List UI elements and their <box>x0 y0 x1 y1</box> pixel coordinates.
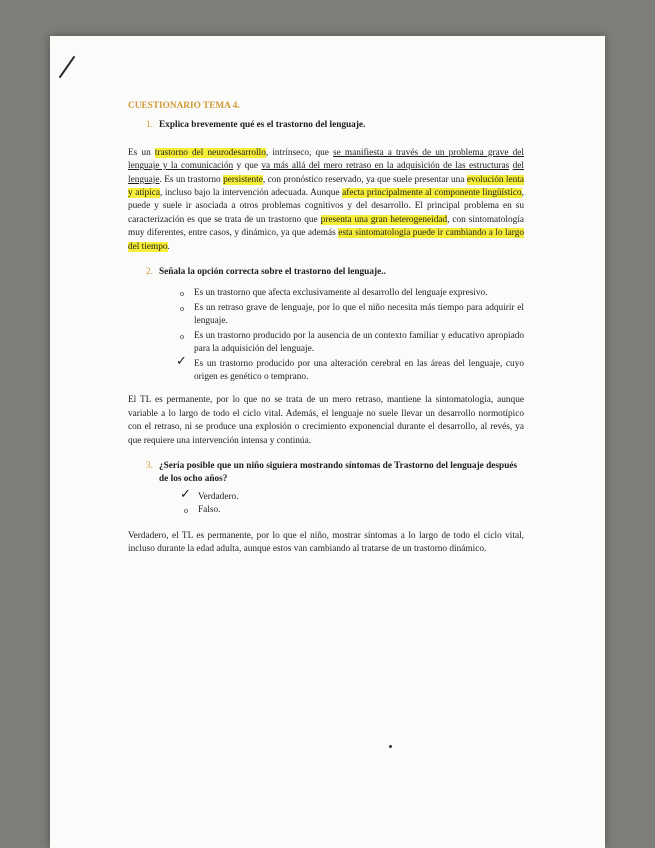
question-text: Señala la opción correcta sobre el trastorno del lenguaje.. <box>158 267 386 278</box>
document-title: CUESTIONARIO TEMA 4. <box>128 101 240 111</box>
option-text: Es un trastorno que afecta exclusivamente al desarrollo del lenguaje expresivo. <box>194 288 488 299</box>
underlined-text: se manifiesta a través de un problema grave del lenguaje y la comunicación <box>128 147 524 172</box>
ink-dot <box>389 745 392 748</box>
circle-bullet-icon: o <box>180 331 184 341</box>
question-text: ¿Sería posible que un niño siguiera mostrando síntomas de Trastorno del lenguaje después de los ocho años? <box>158 460 518 485</box>
option-item <box>184 504 524 517</box>
circle-bullet-icon: o <box>180 303 184 313</box>
answer-text: . <box>167 241 170 252</box>
answer-2: El TL es permanente, por lo que no se trata de un mero retraso, mantiene la sintomatología, aunque variable a lo largo de todo el ciclo vital. Además, el lenguaje no suele llevar un desarrollo normotípico con el retraso, ni se produce una explosión o crecimiento exponencial durante el desarrollo, al revés, ya que requiere una intervención intensa y continúa. <box>128 395 524 446</box>
option-item <box>180 486 524 504</box>
option-item <box>180 330 524 357</box>
checkmark-icon: ✓ <box>176 353 187 369</box>
answer-text: , incluso bajo la intervención adecuada. Aunque <box>159 188 343 199</box>
option-item <box>176 353 524 385</box>
answer-text: , con sintomatología muy diferentes, entre casos, y dinámico, ya que además <box>128 214 524 239</box>
question-1 <box>146 119 524 132</box>
option-text: Es un retraso grave de lenguaje, por lo que el niño necesita más tiempo para adquirir el lenguaje. <box>194 302 524 327</box>
answer-1 <box>128 147 524 254</box>
answer-text: , con pronóstico reservado, ya que suele presentar una <box>262 174 467 185</box>
highlighted-text: trastorno del neurodesarrollo <box>154 147 266 158</box>
highlighted-text: persistente <box>223 174 263 185</box>
checkmark-icon: ✓ <box>180 486 191 502</box>
option-item <box>180 302 524 329</box>
question-3 <box>146 460 524 487</box>
answer-text: . Es un trastorno <box>159 174 224 185</box>
question-2 <box>146 266 524 279</box>
highlighted-text: afecta principalmente al componente lingüístico <box>342 188 522 199</box>
option-text: Verdadero. <box>198 491 239 502</box>
question-number: 3. <box>146 460 153 471</box>
underlined-text: va más allá del mero retraso en la adquisición de las estructuras <box>261 161 510 172</box>
underlined-text: del lenguaje <box>128 161 525 185</box>
circle-bullet-icon: o <box>184 506 188 516</box>
answer-text: y que <box>233 161 262 172</box>
option-item <box>180 287 524 300</box>
highlighted-text: evolución lenta y atípica <box>128 174 524 199</box>
highlighted-text: presenta una gran heterogeneidad <box>320 214 448 225</box>
answer-text: , intrínseco, que <box>265 147 333 158</box>
highlighted-text: esta sintomatología puede ir cambiando a lo largo del tiempo <box>128 228 524 252</box>
question-number: 2. <box>146 267 153 278</box>
answer-text: Es un <box>128 147 155 158</box>
answer-text: , puede y suele ir asociada a otros problemas cognitivos y del desarrollo. El principal problema en su caracterización es que se trata de un trastorno que <box>128 188 524 225</box>
option-text: Es un trastorno producido por la ausencia de un contexto familiar y educativo apropiado para la adquisición del lenguaje. <box>194 330 524 355</box>
question-text: Explica brevemente qué es el trastorno del lenguaje. <box>158 120 366 131</box>
document-body <box>128 100 524 568</box>
circle-bullet-icon: o <box>180 289 184 299</box>
options-list <box>176 287 524 384</box>
option-text: Es un trastorno producido por una alteración cerebral en las áreas del lenguaje, cuyo origen es genético o temprano. <box>194 358 524 382</box>
question-number: 1. <box>146 120 153 131</box>
answer-3: Verdadero, el TL es permanente, por lo que el niño, mostrar síntomas a lo largo de todo el ciclo vital, incluso durante la edad adulta, aunque estos van cambiando al tratarse de un trastorno dinámico. <box>128 530 524 554</box>
option-text: Falso. <box>198 505 221 516</box>
options-list <box>180 486 524 518</box>
